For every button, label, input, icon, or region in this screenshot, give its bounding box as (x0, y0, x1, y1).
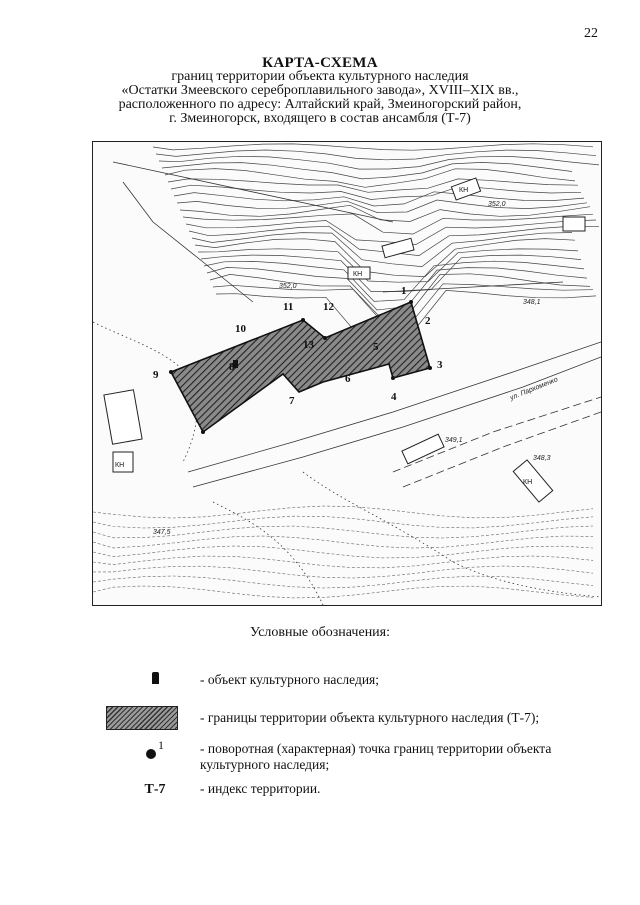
point-label-7: 7 (289, 395, 295, 407)
index-icon (120, 781, 190, 798)
point-label-9: 9 (153, 369, 159, 381)
map-title-block (90, 56, 550, 126)
turning-point-icon (120, 738, 190, 757)
contour-line (93, 506, 593, 518)
contour-line (93, 556, 593, 568)
title-line-4: расположенного по адресу: Алтайский край, Змеиногорский район, (118, 97, 522, 112)
point-label-8: 8 (229, 361, 235, 373)
point-label-2: 2 (425, 315, 431, 327)
building-label: КН (459, 187, 469, 194)
title-line-5: г. Змеиногорск, входящего в состав ансамбля (Т-7) (169, 111, 471, 126)
building-label: КН (353, 271, 363, 278)
title-line-3: «Остатки Змеевского сереброплавильного завода», XVIII–XIX вв., (121, 83, 519, 98)
index-label: Т-7 (144, 782, 166, 797)
elevation-label: 348,3 (533, 455, 551, 462)
point-label-13: 13 (303, 339, 314, 351)
lower-contours (93, 506, 593, 598)
contour-line (186, 220, 596, 245)
legend-text-object: - объект культурного наследия; (200, 672, 380, 687)
elevation-label: 349,1 (445, 437, 463, 444)
contour-line (156, 150, 596, 160)
legend-text-index: - индекс территории. (200, 781, 321, 796)
building-label: КН (115, 462, 125, 469)
elevation-label: 352,0 (279, 283, 297, 290)
legend-text-territory: - границы территории объекта культурного наследия (Т-7); (200, 710, 540, 725)
point-number: 1 (158, 738, 164, 752)
point-label-3: 3 (437, 359, 443, 371)
page-number: 22 (584, 26, 598, 41)
title-line-2: границ территории объекта культурного наследия (171, 69, 469, 84)
contour-line (165, 169, 575, 188)
elevation-label: 347,5 (153, 529, 171, 536)
contour-line (93, 586, 593, 598)
map-canvas (93, 142, 601, 605)
legend-title: Условные обозначения: (249, 625, 391, 640)
hatched-area-icon (106, 706, 176, 730)
contour-line (93, 536, 593, 548)
elevation-label: 348,1 (523, 299, 541, 306)
contour-line (177, 200, 587, 213)
object-marker-icon (120, 672, 190, 688)
contour-line (162, 162, 572, 179)
contour-line (180, 205, 590, 221)
contour-line (204, 261, 584, 301)
point-label-1: 1 (401, 285, 407, 297)
point-label-11: 11 (283, 301, 294, 313)
point-label-12: 12 (323, 301, 334, 313)
building-label: КН (523, 479, 533, 486)
map-title: КАРТА-СХЕМА (262, 55, 378, 71)
point-label-4: 4 (391, 391, 397, 403)
legend-text-point: - поворотная (характерная) точка границ территории объекта культурного наследия; (200, 741, 552, 772)
contour-line (168, 179, 578, 192)
street-label: ул. Пархоменко (509, 376, 559, 402)
topographic-map (92, 141, 602, 606)
contour-line (201, 255, 581, 291)
point-label-10: 10 (235, 323, 246, 335)
contour-line (153, 144, 593, 150)
point-label-5: 5 (373, 341, 379, 353)
elevation-label: 352,0 (488, 201, 506, 208)
point-label-6: 6 (345, 373, 351, 385)
